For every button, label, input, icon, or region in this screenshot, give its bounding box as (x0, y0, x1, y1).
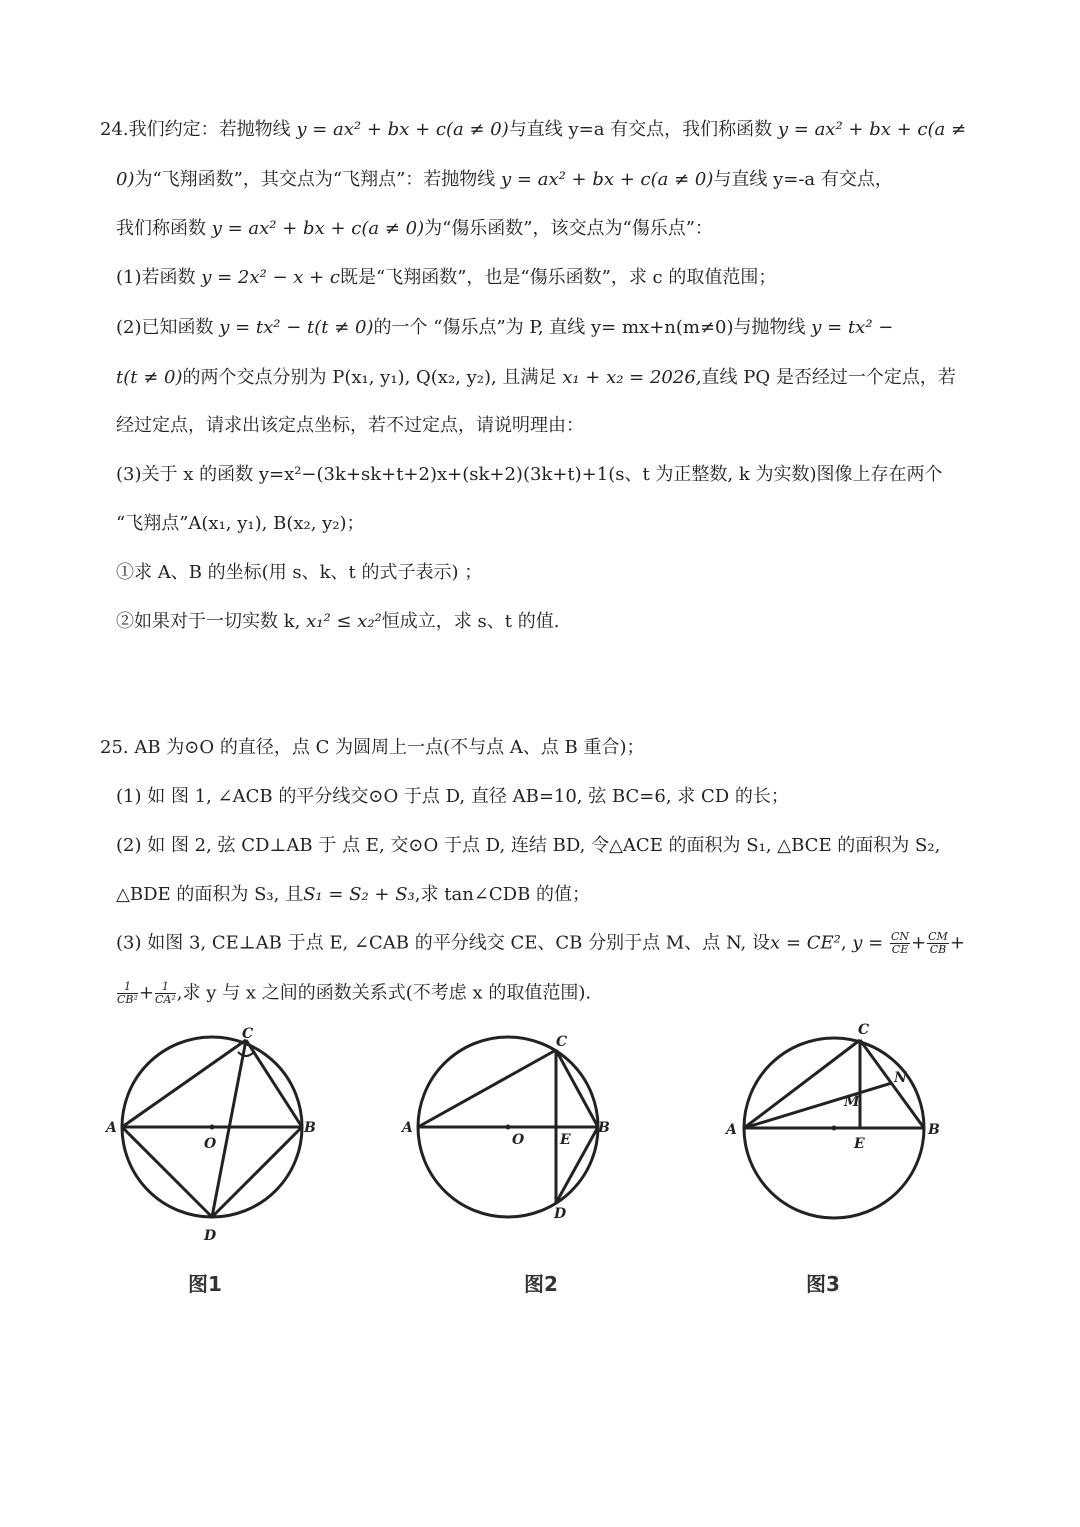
label-b: B (598, 1120, 610, 1136)
q24-sub-1: ①求 A、B 的坐标(用 s、k、t 的式子表示) ； (116, 562, 483, 583)
q24-line-3: 我们称函数 y = ax² + bx + c(a ≠ 0)为“傷乐函数”，该交点为“傷乐点”： (116, 218, 713, 239)
fraction: $\frac{CN}{CE}$ (891, 930, 910, 956)
label-e: E (560, 1132, 571, 1148)
label-d: D (204, 1228, 217, 1244)
figure-2-caption: 图2 (524, 1272, 558, 1296)
math-expression: y = 2x² − x + c (201, 267, 341, 288)
figure-3-caption: 图3 (806, 1272, 840, 1296)
label-o: O (512, 1132, 525, 1148)
figure-2 (398, 1020, 628, 1220)
q24-line-2: 0)为“飞翔函数”，其交点为“飞翔点”：若抛物线 y = ax² + bx + c(a ≠ 0)与直线 y=-a 有交点， (116, 169, 893, 190)
math-expression: y = tx² − (811, 317, 894, 338)
figure-3 (720, 1016, 950, 1231)
fraction: $\frac{CM}{CB}$ (928, 930, 948, 956)
label-d: D (554, 1206, 567, 1220)
math-expression: y = ax² + bx + c(a ≠ (777, 119, 967, 140)
label-e: E (854, 1136, 865, 1152)
math-expression: y = ax² + bx + c(a ≠ 0) (296, 119, 509, 140)
figure-1-caption: 图1 (188, 1272, 222, 1296)
q25-part-3-cont: $\frac{1}{\text{CB²}}$ + $\frac{1}{\text{CA²}}$ ,求 y 与 x 之间的函数关系式(不考虑 x 的取值范围). (117, 980, 592, 1006)
math-expression: y = ax² + bx + c(a ≠ 0) (501, 169, 714, 190)
label-o: O (204, 1136, 217, 1152)
math-expression: y = tx² − t(t ≠ 0) (219, 317, 374, 338)
q25-line-1: 25. AB 为⊙O 的直径，点 C 为圆周上一点(不与点 A、点 B 重合)； (100, 737, 645, 758)
math-expression: x₁ + x₂ = 2026, (562, 367, 702, 388)
math-expression: x₁² ≤ x₂² (306, 611, 382, 632)
q25-part-1: (1) 如 图 1, ∠ACB 的平分线交⊙O 于点 D, 直径 AB=10, 弦 BC=6, 求 CD 的长； (116, 786, 789, 807)
q25-part-2-cont: △BDE 的面积为 S₃, 且S₁ = S₂ + S₃,求 tan∠CDB 的值； (116, 884, 591, 905)
q24-line-1: 24.我们约定：若抛物线 y = ax² + bx + c(a ≠ 0)与直线 y=a 有交点，我们称函数 y = ax² + bx + c(a ≠ (100, 119, 967, 140)
math-expression: y = ax² + bx + c(a ≠ 0) (211, 218, 425, 239)
q24-part-2-end: 经过定点，请求出该定点坐标，若不过定点，请说明理由： (116, 415, 584, 436)
math-expression: x = CE² (770, 932, 841, 954)
label-b: B (304, 1120, 316, 1136)
fraction: $\frac{1}{\text{CB²}}$ (117, 980, 138, 1006)
label-b: B (928, 1122, 940, 1138)
q24-part-1: (1)若函数 y = 2x² − x + c既是“飞翔函数”，也是“傷乐函数”，求 c 的取值范围； (116, 267, 777, 288)
label-c: C (858, 1022, 870, 1038)
label-c: C (556, 1034, 568, 1050)
label-n: N (894, 1070, 907, 1086)
q25-part-2: (2) 如 图 2, 弦 CD⊥AB 于 点 E, 交⊙O 于点 D, 连结 BD, 令△ACE 的面积为 S₁, △BCE 的面积为 S₂, (116, 835, 941, 856)
label-a: A (726, 1122, 737, 1138)
math-expression: S₁ = S₂ + S₃ (303, 884, 415, 905)
label-m: M (844, 1094, 860, 1110)
q24-part-3-cont: “飞翔点”A(x₁, y₁), B(x₂, y₂)； (116, 513, 365, 534)
q24-part-3: (3)关于 x 的函数 y=x²−(3k+sk+t+2)x+(sk+2)(3k+t)+1(s、t 为正整数, k 为实数)图像上存在两个 (116, 464, 943, 485)
fraction: $\frac{1}{\text{CA²}}$ (155, 980, 176, 1006)
q24-part-2: (2)已知函数 y = tx² − t(t ≠ 0)的一个 “傷乐点”为 P, 直线 y= mx+n(m≠0)与抛物线 y = tx² − (116, 317, 894, 338)
label-c: C (242, 1026, 254, 1042)
label-a: A (402, 1120, 413, 1136)
q24-sub-2: ②如果对于一切实数 k, x₁² ≤ x₂²恒成立，求 s、t 的值. (116, 611, 560, 632)
label-a: A (106, 1120, 117, 1136)
q25-part-3: (3) 如图 3, CE⊥AB 于点 E, ∠CAB 的平分线交 CE、CB 分别于点 M、点 N, 设x = CE², y = $\frac{CN}{CE}$ + $\frac{CM}{CB}$ + (116, 930, 965, 956)
figure-1 (100, 1020, 330, 1250)
q24-part-2-cont: t(t ≠ 0)的两个交点分别为 P(x₁, y₁), Q(x₂, y₂), 且满足 x₁ + x₂ = 2026,直线 PQ 是否经过一个定点，若 (116, 367, 956, 388)
